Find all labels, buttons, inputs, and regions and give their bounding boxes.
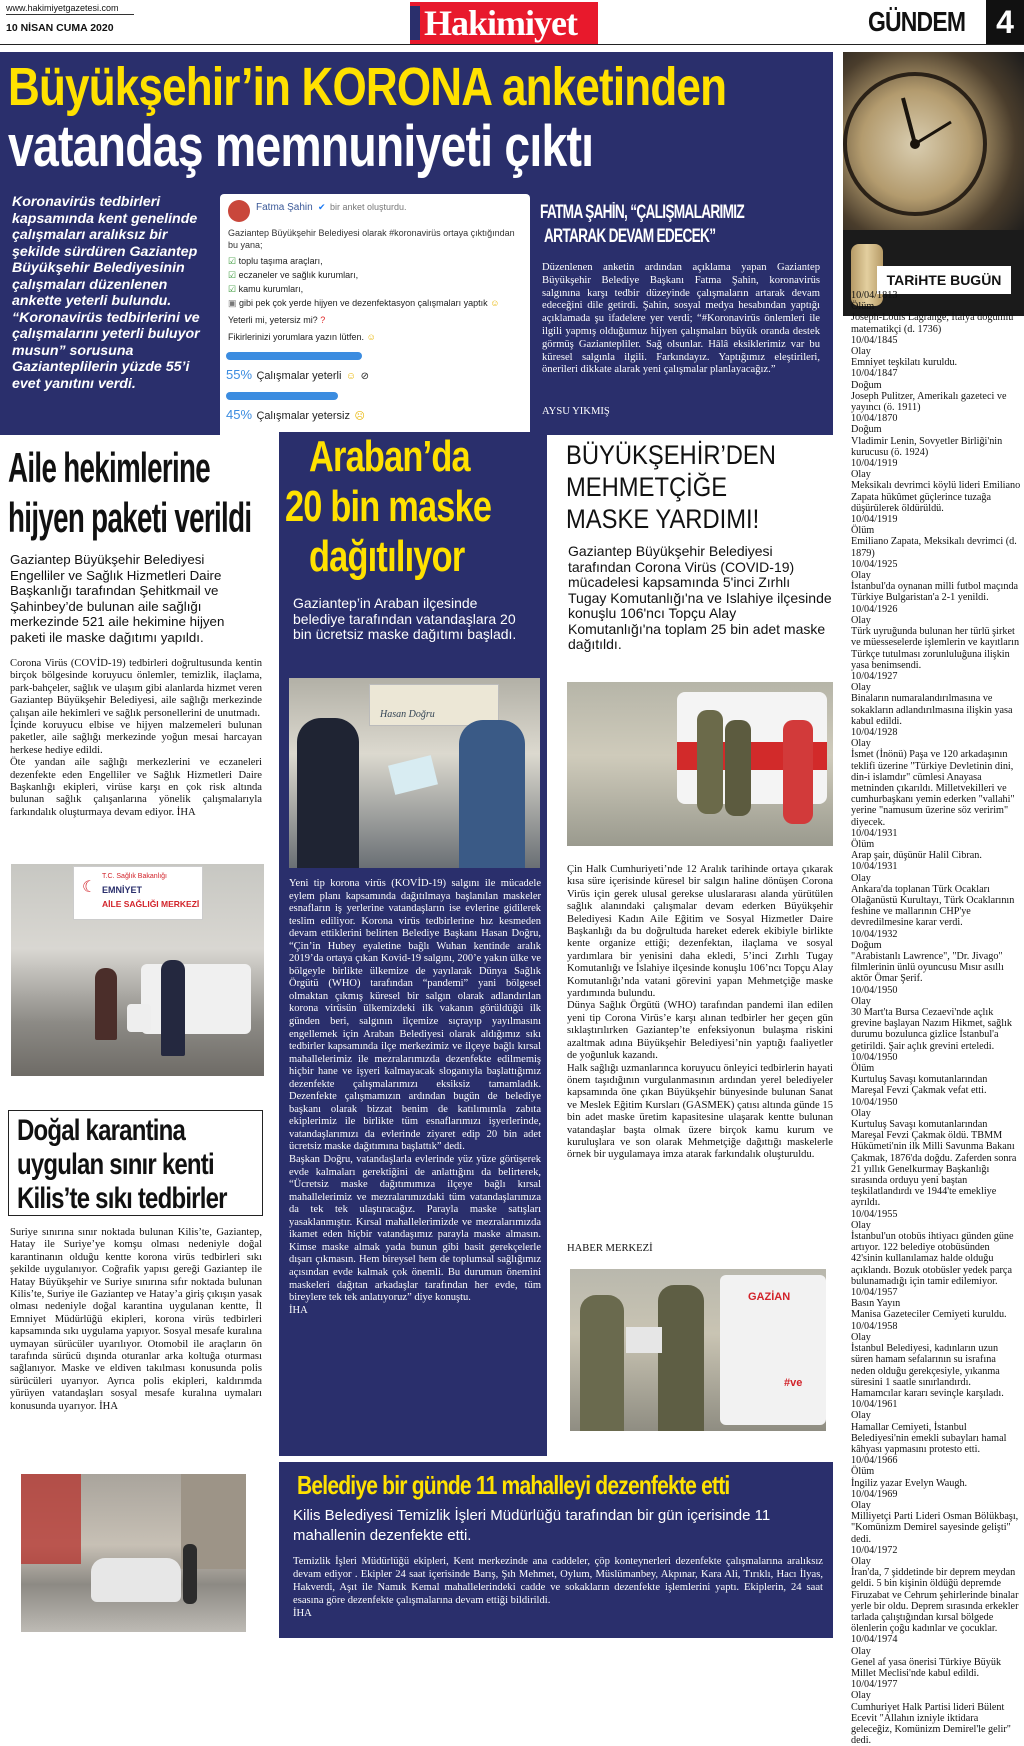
lead-panel (0, 52, 833, 435)
poll-item: eczaneler ve sağlık kurumları, (238, 270, 359, 280)
poll-item: kamu kurumları, (238, 284, 304, 294)
image-icon: ▣ (228, 298, 237, 308)
poll-line2-row (228, 298, 523, 309)
check-icon: ☑ (228, 256, 237, 266)
page-number: 4 (986, 0, 1024, 44)
aile-intro: Gaziantep Büyükşehir Belediyesi Engelliler ve Sağlık Hizmetleri Daire Başkanlığı tarafından Şehitkmail ve Şahinbey’de bulunan aile sağlığı merkezinde 521 aile hekimine hijyen paketi ile maske dağıtımı yapıldı. (10, 552, 225, 645)
quote-title-line1: FATMA ŞAHİN, “ÇALIŞMALARIMIZ (540, 202, 745, 223)
history-entries: 10/04/1813 Ölüm Joseph-Louis Lagrange, İtalya doğumlu matematikçi (d. 1736) 10/04/1845 Olay Emniyet teşkilatı kuruldu. 10/04/1847 Doğum Joseph Pulitzer, Amerikalı gazeteci ve yayıncı (ö. 1911) 10/04/1870 Doğum Vladimir Lenin, Sovyetler Birliği'nin kurucusu (ö. 1924) 10/04/1919 Olay Meksikalı devrimci köylü lideri Emiliano Zapata hükûmet güçlerince tuzağa düşürülerek öldürüldü. 10/04/1919 Ölüm Emiliano Zapata, Meksikalı devrimci (d. 1879) 10/04/1925 Olay İstanbul'da oynanan milli futbol maçında Türkiye Bulgaristan'a 2-1 yenildi. 10/04/1926 Olay Türk uyruğunda bulunan her türlü şirket ve müesseselerde işlemlerin ve kayıtların Türkçe tutulması zorunluluğuna ilişkin yasa benimsendi. 10/04/1927 Olay Binaların numaralandırılmasına ve sokakların adlandırılmasına ilişkin yasa kabul edildi. 10/04/1928 Olay İsmet (İnönü) Paşa ve 120 arkadaşının teklifi üzerine "Türkiye Devletinin dini, din-i islamdır" cümlesi Anayasa metninden çıkarıldı. Milletvekilleri ve cumhurbaşkanı yemin ederken "vallahi" yerine "namusum üzerine söz veririm" diyecek. 10/04/1931 Ölüm Arap şair, düşünür Halil Cibran. 10/04/1931 Olay Ankara'da toplanan Türk Ocakları Olağanüstü Kurultayı, Türk Ocaklarının feshine ve mallarının CHP'ye devredilmesine karar verdi. 10/04/1932 Doğum "Arabistanlı Lawrence", "Dr. Jivago" filmlerinin ünlü oyuncusu Mısır asıllı aktör Ömar Şerif. 10/04/1950 Olay 30 Mart'ta Bursa Cezaevi'nde açlık grevine başlayan Nazım Hikmet, sağlık durumu bozulunca gizlice İstanbul'a getirildi. Şair açlık grevini erteledi. 10/04/1950 Ölüm Kurtuluş Savaşı komutanlarından Mareşal Fevzi Çakmak vefat etti. 10/04/1950 Olay Kurtuluş Savaşı komutanlarından Mareşal Fevzi Çakmak öldü. TBMM Hükümeti'nin ilk Milli Savunma Bakanı Çakmak, 1876'da doğdu. Zaferden sonra 21 yıllık Genelkurmay Başkanlığı sırasında orduyu yeni baştan teşkilatlandırdı ve 1944'te emekliye ayrıldı. 10/04/1955 Olay İstanbul'un otobüs ihtiyacı günden güne artıyor. 122 belediye otobüsünden 42'sinin kullanılamaz halde olduğu açıklandı. Bozuk otobüsler yedek parça bulunamadığı için tamir edilemiyor. 10/04/1957 Basın Yayın Manisa Gazeteciler Cemiyeti kuruldu. 10/04/1958 Olay İstanbul Belediyesi, kadınların uzun süren hamam sefalarının su israfına neden olduğu gerekçesiyle, yıkanma süresini 1 saatle sınırlandırdı. Hamamcılar kararı sevinçle karşıladı. 10/04/1961 Olay Hamallar Cemiyeti, İstanbul Belediyesi'nin emekli subayları hamal kâhyası yapmasını protesto etti. 10/04/1966 Ölüm İngiliz yazar Evelyn Waugh. 10/04/1969 Olay Milliyetçi Parti Lideri Osman Bölükbaşı, "Komünizm Demirel sayesinde gelişti" dedi. 10/04/1972 Olay İran'da, 7 şiddetinde bir deprem meydan geldi. 5 bin kişinin öldüğü depremde Firuzabat ve Cehrum şehirlerinde binalar yerle bir oldu. Deprem sırasında erkekler tarlada çalıştığından kırsal bölgede ölenlerin çoğu kadınlar ve çocuklar. 10/04/1974 Olay Genel af yasa önerisi Türkiye Büyük Millet Meclisi'nde kabul edildi. 10/04/1977 Olay Cumhuriyet Halk Partisi lideri Bülent Ecevit "Allahın izniyle iktidara geleceğiz, Komünizm Demirel'le gelir" dedi. (851, 290, 1021, 1746)
person-figure (161, 960, 185, 1056)
avatar (228, 200, 250, 222)
lead-byline: AYSU YIKMIŞ (542, 406, 610, 417)
site-url[interactable]: www.hakimiyetgazetesi.com (6, 3, 119, 13)
kilis-headline-line1: Doğal karantina (17, 1114, 186, 1147)
checked-circle-icon: ⊘ (360, 371, 369, 382)
dezenfekte-body: Temizlik İşleri Müdürlüğü ekipleri, Kent merkezinde ana caddeler, çöp konteynerleri dezenfekte çalışmalarına aralıksız devam ediyor . Ekipler 24 saat içerisinde Barış, Şıh Mehmet, Oylum, Müslümanbey, Akpınar, Kara Ali, Tırıklı, Hacı İlyas, Hakverdi, Aşıt ile Namık Kemal mahallelerindeki cadde ve sokakların dezenfekte işlemlerini yaptı. Ekiplerin, 24 saat esasına göre dezenfekte çalışmalarına devam ettiği bildirildi. İHA (293, 1556, 823, 1619)
masthead-rule (0, 44, 1024, 45)
aile-headline-line1: Aile hekimlerine (8, 444, 211, 491)
crescent-icon: ☾ (82, 879, 97, 896)
poll-bar-45 (226, 392, 338, 400)
clock-image (843, 52, 1024, 230)
sign-text: Hasan Doğru (380, 709, 435, 720)
mehmetcik-byline: HABER MERKEZİ (567, 1243, 653, 1254)
aile-photo (11, 864, 264, 1076)
poll-percent: 55% (226, 367, 253, 382)
aile-body: Corona Virüs (COVİD-19) tedbirleri doğrultusunda kentin birçok bölgesinde koruyucu önlemler, temizlik, ilaçlama, park-bahçeler, sağlık ve ulaşım gibi alanlarda hizmet veren Gaziantep Büyükşehir Belediyesi, aile sağlığı merkezinde çalışan aile hekimleri ve sağlık personellerini de unutmadı. İçinde koruyucu elbise ve hijyen malzemeleri bulunan paketler, aile sağlığı merkezinde yoğun mesai harcayan herkese hediye edildi. Öte yandan aile sağlığı merkezlerini ve eczaneleri dezenfekte eden Engelliler ve Sağlık Hizmetleri Daire Başkanlığı ekipleri, virüse karşı en çok risk altında bulunan sağlık çalışanlarına yönelik çalışmalarıyla farkındalık oluşturmaya devam ediyor. İHA (10, 658, 262, 818)
logo-text: Hakimiyet (424, 3, 577, 43)
building-shape (21, 1474, 81, 1564)
person-figure (783, 720, 813, 824)
mehmetcik-body: Çin Halk Cumhuriyeti’nde 12 Aralık tarihinde ortaya çıkarak kısa süre içerisinde küresel bir salgın haline dönüşen Corona Virüs için gerek ulusal gerekse uluslararası alanda yürütülen sağlık alanındaki çalışmalar devam ederken Büyükşehir Belediyesi Kadın Aile Eğitim ve Sosyal Hizmetler Daire Başkanlığı da bu doğrultuda hareket ederek ekibiyle birlikte kente organize ettiği; dezenfektan, ilaçlama ve sosyal yardımlara bir yenisini daha ekledi, 5’inci Zırhlı Tugay Komutanlığı ve İslahiye ilçesinde konuşlu 106’ncı Topçu Alay Komutanlığı’nda vatani görevini yapan Mehmetçiğe maske yardımında bulundu. Dünya Sağlık Örgütü (WHO) tarafından pandemi ilan edilen yeni tip Corona Virüs’e karşı alınan tedbirler her geçen gün sıklaştırılırken Gaziantep’te enfeksiyonun bulaşma riskini azaltmak adına Büyükşehir Belediyesi’nin yaptığı faaliyetler de yoğunluk kazandı. Halk sağlığı uzmanlarınca koruyucu önleyici tedbirlerin hayati önem taşıdığının vurgulanmasının ardından yerel belediyeler kapsamında öne çıkan Büyükşehir bünyesinde bulunan Sanat ve Meslek Eğitim Kursları (GASMEK) çatısı altında günde 15 bin adet maske üretim kapasitesine ulaşarak kentte bulunan vatandaşlar başta olmak üzere birçok kamu kurum ve kuruluşlara ve son olarak Mehmetçiğe dağıttığı maskelerle örnek bir uygulamaya imza atarak farkındalık oluşturuldu. (567, 864, 833, 1161)
section-title: GÜNDEM (868, 6, 966, 37)
van-tag: #ve (784, 1377, 803, 1389)
person-figure (459, 720, 525, 868)
van-shape (720, 1275, 826, 1425)
soldier-figure (658, 1285, 704, 1431)
poll-item: toplu taşıma araçları, (238, 256, 323, 266)
smile-icon: ☺ (345, 371, 357, 382)
poll-bar-55 (226, 352, 362, 360)
poll-options (226, 352, 524, 424)
araban-panel (279, 432, 547, 1456)
kilis-photo (21, 1474, 246, 1632)
logo-stripe (410, 6, 420, 40)
kilis-headline-box (8, 1110, 263, 1216)
van-text: GAZİAN (748, 1291, 791, 1303)
lead-headline-line1: Büyükşehir’in KORONA anketinden (8, 57, 727, 117)
sad-icon: ☹ (354, 411, 365, 422)
mehmetcik-photo-2 (570, 1269, 826, 1431)
sign-line2: EMNİYET (102, 885, 143, 895)
person-figure (297, 718, 359, 868)
sidebar (843, 52, 1024, 1746)
dezenfekte-intro: Kilis Belediyesi Temizlik İşleri Müdürlüğü tarafından bir gün içerisinde 11 mahallenin dezenfekte etti. (293, 1507, 771, 1544)
verified-icon: ✔ (318, 202, 326, 212)
package-shape (626, 1327, 662, 1353)
poll-option-label: Çalışmalar yetersiz (256, 410, 351, 422)
araban-body: Yeni tip korona virüs (KOVİD-19) salgını ile mücadele eylem planı kapsamında dağıtılmaya başlanılan maskeler esnafların iş yerlerine vatandaşların ise evlerine gidilerek teslim ediliyor. Korona virüs tedbirlerine hız kesmeden devam ettiklerini belirten Belediye Başkanı Hasan Doğru, “Çin’in Hubey eyaletine bağlı Wuhan kentinde aralık 2019’da ortaya çıkan Kovid-19 salgını, 200’e yakın ülke ve bölgeyle birlikte ülkemize de yayılarak Dünya Sağlık Örgütü (WHO) tarafından “pandemi” yani bölgesel olmaktan çıkmış küresel bir salgın olarak adlandırılan korona virüsün ülkemizdeki ilk vakanın görüldüğü ilk günden beri, salgının ilçemize sıçrayıp yayılmasını engellemek için Araban Belediyesi olarak aldığımız sıkı tedbirler kapsamında ilçe merkezimiz ve ilçeye bağlı kırsal mahallelerimiz ile mezralarımızda dezenfekte edilmemiş hiçbir hane ve işyeri kalmayacak sloganıyla başlattığımız dezenfekte çalışmalarımızı eksiksiz tamamladık. Dezenfekte çalışmamızın ardından bugün de belediye başkanı olarak bizzat benim de katılımımla zabıta ekiplerimiz ile birlikte tüm esnaflarımızı işyerlerinde, vatandaşlarımızı da evlerinde ziyaret edip 20 bin adet ücretsiz maske dağıtımına başlattık” dedi. Başkan Doğru, vatandaşlarla evlerinde yüz yüze görüşerek evde kalmaları gerektiğini de anlattığını da belirterek, “Ücretsiz maske dağıtımımıza ilçeye bağlı kırsal mahallelerimiz ve mezralarımızdaki tüm vatandaşlarımıza da tek tek ulaştıracağız. Parayla maske satışları yasaklanmıştır. Kırsal mahallelerimizde ve mezralarımızda ikamet eden hiçbir vatandaşımız parayla maske almasın. Kimse maske almak yada bunun gibi basit gerekçelerle dışarı çıkmasın. Hem bireysel hem de toplumsal sağlığımız açısından evde kalmak çok önemli. Bu durumun önemini maskeleri dağıtan arkadaşlar tarafından her evde, tüm bireylere tek tek anlatıyoruz” diye konuştu. İHA (289, 878, 541, 1316)
aile-headline-line2: hijyen paketi verildi (8, 494, 252, 541)
kilis-headline-line2: uygulan sınır kenti (17, 1148, 214, 1181)
poll-author[interactable]: Fatma Şahin (256, 202, 313, 213)
araban-headline-line2: 20 bin maske (285, 482, 492, 531)
check-icon: ☑ (228, 284, 237, 294)
araban-headline-line3: dağıtılıyor (309, 532, 465, 581)
poll-question-row (228, 315, 325, 325)
sidebar-title: TARiHTE BUGÜN (877, 266, 1011, 294)
poll-item-list (228, 254, 358, 296)
mehmetcik-photo-1 (567, 682, 833, 846)
soldier-figure (580, 1295, 624, 1431)
poll-cta: Fikirlerinizi yorumlara yazın lütfen. (228, 332, 365, 342)
question-icon: ? (320, 315, 326, 325)
smile-icon: ☺ (366, 332, 376, 342)
package-shape (127, 1004, 151, 1032)
dezenfekte-panel (279, 1462, 833, 1638)
poll-author-note: bir anket oluşturdu. (330, 202, 407, 212)
poll-option-yes[interactable] (226, 366, 524, 384)
lead-intro: Koronavirüs tedbirleri kapsamında kent genelinde çalışmaları aralıksız bir şekilde sürdüren Gaziantep Büyükşehir Belediyesinin çalışmaları düzenlenen ankette yeterli bulundu. “Koronavirüs tedbirlerini ve çalışmalarını yeterli buluyor musun” sorusuna Gazianteplilerin yüzde 55’i evet yanıtını verdi. (12, 194, 200, 392)
soldier-figure (697, 710, 723, 814)
check-icon: ☑ (228, 270, 237, 280)
quote-title-line2: ARTARAK DEVAM EDECEK” (544, 226, 716, 247)
lead-headline-line2: vatandaş memnuniyeti çıktı (8, 114, 594, 179)
car-shape (91, 1558, 181, 1602)
mehmetcik-headline-line1: BÜYÜKŞEHİR’DEN (566, 440, 776, 470)
poll-line2: gibi pek çok yerde hijyen ve dezenfektasyon çalışmaları yaptık (239, 298, 488, 308)
araban-headline-line1: Araban’da (309, 432, 470, 481)
dezenfekte-headline: Belediye bir günde 11 mahalleyi dezenfekte etti (297, 1470, 730, 1500)
person-figure (95, 968, 117, 1040)
smile-icon: ☺ (490, 298, 500, 308)
header-rule (6, 14, 134, 15)
araban-intro: Gaziantep’in Araban ilçesinde belediye tarafından vatandaşlara 20 bin ücretsiz maske dağıtımı başladı. (293, 595, 517, 643)
police-figure (183, 1544, 197, 1604)
health-center-sign (73, 866, 203, 920)
mehmetcik-headline-line2: MEHMETÇİĞE (566, 472, 728, 502)
mehmetcik-intro: Gaziantep Büyükşehir Belediyesi tarafından Corona Virüs (COVID-19) mücadelesi kapsamında 5'inci Zırhlı Tugay Komutanlığı'na ve Islahiye ilçesinde konuşlu 106'ncı Topçu Alay Komutanlığı'na toplam 25 bin adet maske dağıtıldı. (568, 543, 832, 652)
quote-body: Düzenlenen anketin ardından açıklama yapan Gaziantep Büyükşehir Belediye Başkanı Fatma Şahin, koronavirüs salgınına karşı tedbir düzeyinde çalışmaların artarak devam edeceğini dile getirdi. Şahin, sosyal medya hesabından yaptığı açıklamada şu ifadelere yer verdi; “#Koronavirüs önlemleri ile ilgili yapmış olduğumuz hijyen çalışmaları büyük oranda destek görmüş Gaziantepliler. Sağ olsunlar. Hâlâ eksiklerimiz var bu küresel salgınla ilgili. Farkındayız. Yaptığımız eleştirileri, önerileri dikkate alarak yeni çalışmalar planlayacağız.” (542, 262, 820, 376)
soldier-figure (725, 720, 751, 816)
issue-date: 10 NİSAN CUMA 2020 (6, 22, 114, 34)
poll-card (220, 194, 530, 470)
sign-line3: AİLE SAĞLIĞI MERKEZİ (102, 899, 200, 909)
kilis-body: Suriye sınırına sınır noktada bulunan Kilis’te, Gaziantep, Hatay ile Suriye’ye komşu olması nedeniyle doğal karantinanın olduğu kentte korona virüs tedbirleri sıkı şekilde uygulanıyor. Coğrafik yapısı gereği Gaziantep ile Hatay Büyükşehir ve Suriye sınırına sıfır noktada bulunan Kilis’te, Suriye ile Gaziantep ve Hatay’a giriş çıkışın yasak olması nedeniyle doğal karantina uygulanan kentte, İl Emniyet Müdürlüğü ekipleri, korona virüs tedbirleri kapsamında sıkı uygulama yapıyor. Sosyal mesafe kuralına uymayan sürücüler uyarılıyor. Otomobil ile araçların ön tarafında sürücü dışında oturanlar arka koltuğa oturması sağlanıyor. Maske ve eldiven takılması konusunda polis sürücüleri uyarıyor. Ayrıca polis ekipleri, kaldırımda yürüyen vatandaşları sosyal mesafe kuralına uymaları konusunda uyarıyor. İHA (10, 1227, 262, 1412)
poll-percent: 45% (226, 407, 253, 422)
mehmetcik-headline-line3: MASKE YARDIMI! (566, 504, 760, 534)
vehicle-shape (141, 964, 251, 1034)
sign-line1: T.C. Sağlık Bakanlığı (102, 873, 167, 880)
poll-option-label: Çalışmalar yeterli (256, 370, 342, 382)
mask-package-shape (388, 755, 438, 795)
poll-line1: Gaziantep Büyükşehir Belediyesi olarak #koronavirüs ortaya çıktığından bu yana; (228, 228, 515, 250)
poll-cta-row (228, 332, 376, 342)
araban-photo (289, 678, 540, 868)
kilis-headline-line3: Kilis’te sıkı tedbirler (17, 1182, 227, 1215)
poll-question: Yeterli mi, yetersiz mi? (228, 315, 318, 325)
poll-option-no[interactable] (226, 406, 524, 424)
clock-icon (843, 52, 1024, 230)
masthead-logo[interactable] (410, 2, 598, 44)
